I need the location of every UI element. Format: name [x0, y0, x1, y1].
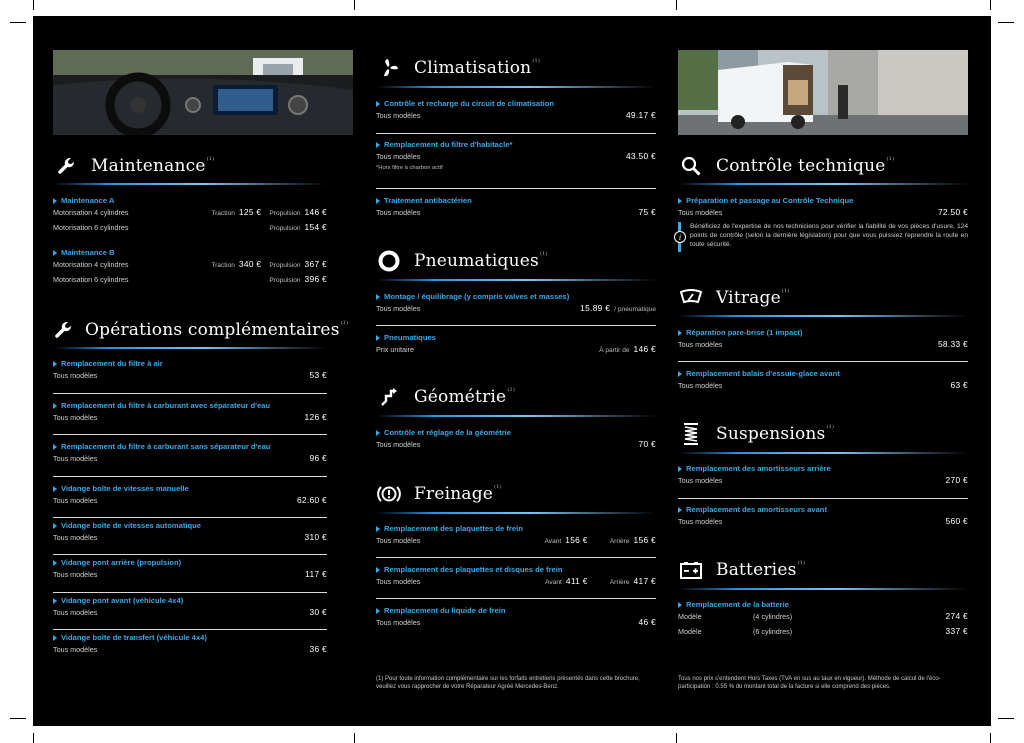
- divider: [53, 434, 327, 435]
- controle-item: Préparation et passage au Contrôle Technique Tous modèles 72.50 € i Bénéficiez de l'expertise de nos techniciens pour vérifier la fiabilité de vos pièces d'usure, 124 points de contrôle (selon la dernière législation) pour que vous puissiez reprendre la route en toute sécurité.: [678, 196, 968, 252]
- battery-icon: [678, 557, 704, 583]
- footnote-mid: (1) Pour toute information complémentaire sur les forfaits entretiens présentés dans cette brochure, veuillez vous rapprocher de votre Réparateur Agréé Mercedes-Benz.: [376, 676, 640, 690]
- spring-icon: [678, 421, 704, 447]
- divider: [376, 557, 656, 558]
- ac-fan-icon: [376, 55, 402, 81]
- vitrage-item: Réparation pare-brise (1 impact) Tous modèles 58.33 €: [678, 328, 968, 349]
- pneumatiques-header: [376, 241, 656, 281]
- battery-item: Remplacement de la batterie Modèle (4 cylindres) 274 € Modèle (6 cylindres) 337 €: [678, 600, 968, 636]
- section-title: Freinage$^{(1)}$: [414, 484, 502, 504]
- geometrie-header: [376, 377, 656, 417]
- pneu-item: Pneumatiques Prix unitaire À partir de 146 €: [376, 333, 656, 354]
- crop-mark: [990, 733, 991, 743]
- section-underline: [678, 588, 968, 590]
- van-cockpit-photo: [53, 50, 353, 135]
- vitrage-item: Remplacement balais d'essuie-glace avant Tous modèles 63 €: [678, 369, 968, 390]
- crop-mark: [354, 0, 355, 10]
- geometrie-item: Contrôle et réglage de la géométrie Tous modèles 70 €: [376, 428, 656, 449]
- batteries-header: [678, 550, 968, 590]
- divider: [376, 598, 656, 599]
- clim-item: Traitement antibactérien Tous modèles 75 €: [376, 196, 656, 217]
- section-underline: [678, 452, 968, 454]
- frein-item: Remplacement du liquide de frein Tous modèles 46 €: [376, 606, 656, 627]
- crop-mark: [998, 22, 1014, 23]
- divider: [376, 188, 656, 189]
- crop-mark: [354, 733, 355, 743]
- crop-mark: [33, 733, 34, 743]
- operation-item: Remplacement du filtre à air Tous modèles 53 €: [53, 359, 327, 380]
- freinage-header: [376, 474, 656, 514]
- frein-item: Remplacement des plaquettes et disques de frein Tous modèles Avant 411 € Arrière 417 €: [376, 565, 656, 586]
- section-title: Climatisation$^{(1)}$: [414, 58, 541, 78]
- crop-mark: [10, 22, 26, 23]
- section-title: Géométrie$^{(1)}$: [414, 387, 515, 407]
- tire-icon: [376, 248, 402, 274]
- info-box: i Bénéficiez de l'expertise de nos techniciens pour vérifier la fiabilité de vos pièces d'usure, 124 points de contrôle (selon la dernière législation) pour que vous puissiez reprendre la route en toute sécurité.: [678, 222, 968, 252]
- crop-mark: [676, 0, 677, 10]
- maintenance-a: [53, 196, 327, 235]
- climatisation-header: [376, 48, 656, 88]
- divider: [53, 629, 327, 630]
- magnifier-icon: [678, 153, 704, 179]
- suspensions-header: [678, 414, 968, 454]
- divider: [678, 361, 968, 362]
- crop-mark: [10, 718, 26, 719]
- brake-warning-icon: [376, 481, 402, 507]
- divider: [53, 476, 327, 477]
- crop-mark: [998, 718, 1014, 719]
- price-row: Motorisation 6 cylindres Propulsion 396 €: [53, 274, 327, 284]
- divider: [53, 592, 327, 593]
- operation-item: Vidange pont arrière (propulsion) Tous modèles 117 €: [53, 558, 327, 579]
- section-title: Contrôle technique$^{(1)}$: [716, 156, 895, 176]
- section-underline: [376, 86, 656, 88]
- price-row: Motorisation 6 cylindres Propulsion 154 €: [53, 222, 327, 232]
- section-underline: [678, 315, 968, 317]
- section-underline: [53, 183, 327, 185]
- section-title: Batteries$^{(1)}$: [716, 560, 806, 580]
- operation-item: Vidange pont avant (véhicule 4x4) Tous modèles 30 €: [53, 596, 327, 617]
- suspension-item: Remplacement des amortisseurs avant Tous modèles 560 €: [678, 505, 968, 526]
- operation-item: Vidange boîte de transfert (véhicule 4x4) Tous modèles 36 €: [53, 633, 327, 654]
- operations-header: [53, 310, 349, 350]
- brochure-sheet: [33, 16, 991, 726]
- price-row: Motorisation 4 cylindres Traction 340 € Propulsion 367 €: [53, 259, 327, 269]
- controle-header: [678, 146, 968, 186]
- section-underline: [678, 183, 968, 185]
- suspension-item: Remplacement des amortisseurs arrière Tous modèles 270 €: [678, 464, 968, 485]
- divider: [678, 498, 968, 499]
- divider: [53, 554, 327, 555]
- svg-text:i: i: [678, 233, 682, 242]
- operation-item: Vidange boîte de vitesses manuelle Tous modèles 62.60 €: [53, 484, 327, 505]
- divider: [53, 393, 327, 394]
- section-underline: [376, 512, 656, 514]
- item-title: Maintenance B: [53, 248, 327, 257]
- windshield-icon: [678, 285, 704, 311]
- vitrage-header: [678, 278, 968, 318]
- section-title: Pneumatiques$^{(1)}$: [414, 251, 548, 271]
- footnote: *Hors filtre à charbon actif: [376, 165, 443, 171]
- maintenance-header: [53, 146, 327, 186]
- crop-mark: [676, 733, 677, 743]
- info-icon: [678, 222, 684, 252]
- section-title: Suspensions$^{(1)}$: [716, 424, 835, 444]
- section-underline: [376, 279, 656, 281]
- footnote-right: Tous nos prix s'entendent Hors Taxes (TVA en sus au taux en vigueur). Méthode de calcul de l'éco-participation : 0.55 % du montant total de la facture si elle comprend des pièces.: [678, 676, 941, 690]
- pneu-item: Montage / équilibrage (y compris valves et masses) Tous modèles 15.89 € / pneumatique: [376, 292, 656, 313]
- wrench-icon: [53, 317, 73, 343]
- crop-mark: [990, 0, 991, 10]
- operation-item: Remplacement du filtre à carburant avec séparateur d'eau Tous modèles 126 €: [53, 401, 327, 422]
- price-row: Motorisation 4 cylindres Traction 125 € Propulsion 146 €: [53, 207, 327, 217]
- divider: [376, 133, 656, 134]
- divider: [53, 517, 327, 518]
- divider: [376, 325, 656, 326]
- item-title: Maintenance A: [53, 196, 327, 205]
- operation-item: Vidange boîte de vitesses automatique Tous modèles 310 €: [53, 521, 327, 542]
- section-title: Maintenance$^{(1)}$: [91, 156, 215, 176]
- crop-mark: [33, 0, 34, 10]
- clim-item: Contrôle et recharge du circuit de climatisation Tous modèles 49.17 €: [376, 99, 656, 120]
- section-title: Opérations complémentaires$^{(1)}$: [85, 320, 349, 340]
- section-underline: [376, 415, 656, 417]
- alignment-icon: [376, 384, 402, 410]
- wrench-icon: [53, 153, 79, 179]
- van-rear-loading-photo: [678, 50, 968, 135]
- clim-item: Remplacement du filtre d'habitacle* Tous modèles 43.50 € *Hors filtre à charbon actif: [376, 140, 656, 171]
- operation-item: Remplacement du filtre à carburant sans séparateur d'eau Tous modèles 96 €: [53, 442, 327, 463]
- section-underline: [53, 347, 327, 349]
- maintenance-b: [53, 248, 327, 287]
- frein-item: Remplacement des plaquettes de frein Tous modèles Avant 156 € Arrière 156 €: [376, 524, 656, 545]
- section-title: Vitrage$^{(1)}$: [716, 288, 790, 308]
